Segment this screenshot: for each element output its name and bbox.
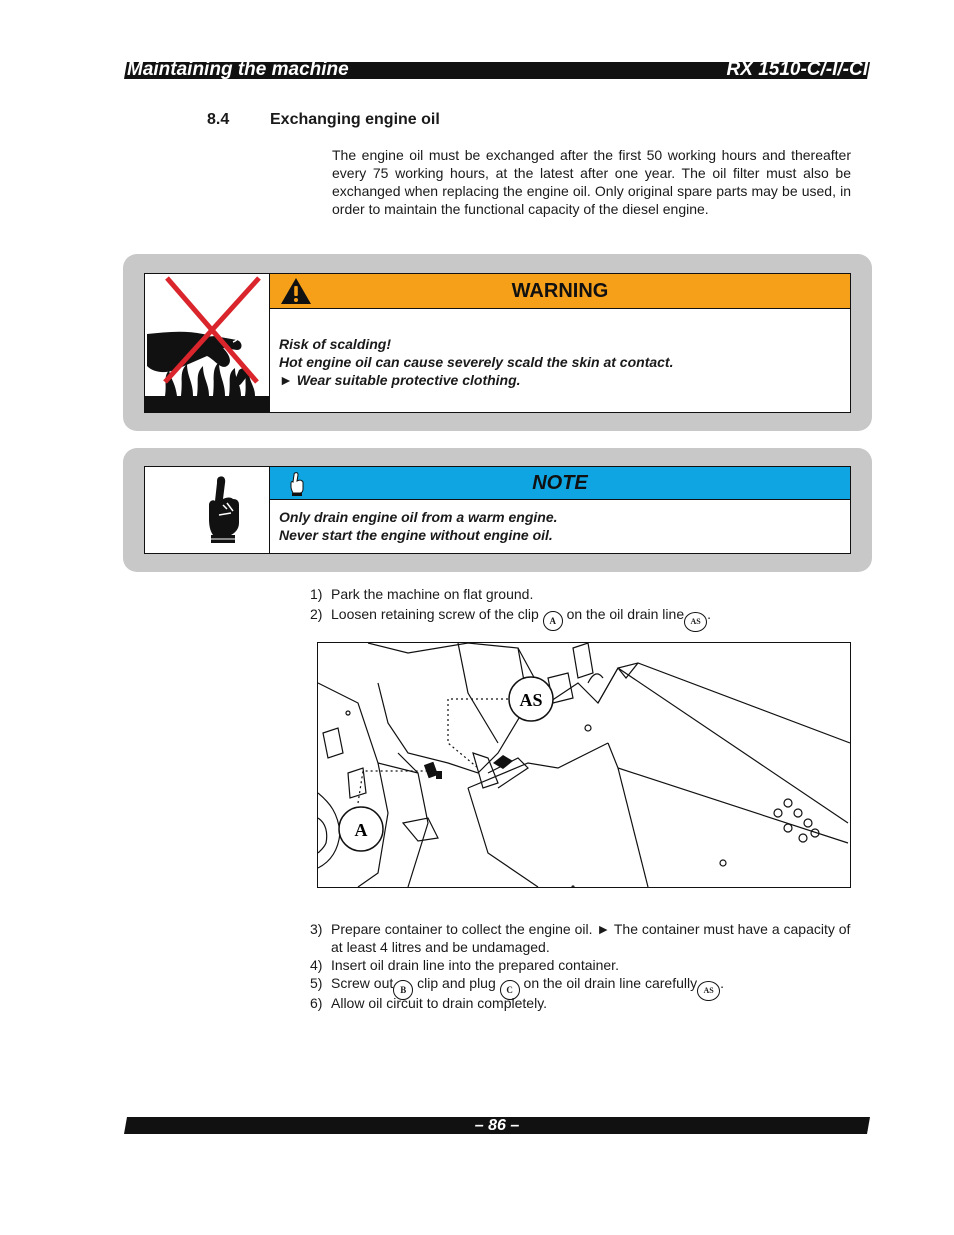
step-text: Prepare container to collect the engine oil. ► The container must have a capacity of at least 4 litres and be undamaged.	[331, 921, 851, 955]
step-text: Screw out	[331, 975, 394, 991]
section-number: 8.4	[207, 111, 230, 128]
step-text-end: .	[720, 975, 724, 991]
step-1	[310, 585, 711, 605]
component-badge-b: B	[393, 980, 413, 1000]
callout-label-as: AS	[519, 690, 543, 710]
warning-title-bar	[269, 273, 851, 309]
component-badge-c: C	[500, 980, 520, 1000]
note-line-1: Only drain engine oil from a warm engine.	[279, 509, 558, 525]
section-title: Exchanging engine oil	[270, 111, 440, 128]
warning-panel	[123, 254, 872, 431]
step-number: 4)	[310, 957, 323, 973]
step-number: 2)	[310, 606, 323, 622]
step-number: 1)	[310, 586, 323, 602]
warning-line-2: Hot engine oil can cause severely scald the skin at contact.	[279, 354, 674, 370]
step-text: on the oil drain line	[566, 606, 685, 622]
step-list-a	[310, 585, 711, 625]
step-5	[310, 974, 852, 994]
component-badge-a: A	[543, 611, 563, 631]
no-touch-hot-surface-icon	[144, 273, 270, 413]
step-number: 3)	[310, 921, 323, 937]
intro-paragraph: The engine oil must be exchanged after the first 50 working hours and thereafter every 75 working hours, at the latest after one year. The oil filter must also be exchanged when replacing the engine oil. Only original spare parts may be used, in order to maintain the functional capacity of the diesel engine.	[332, 147, 851, 217]
warning-line-3	[279, 371, 850, 389]
step-text: Park the machine on flat ground.	[331, 586, 534, 602]
page-number: – 86 –	[474, 1117, 520, 1134]
component-badge-as: AS	[684, 612, 707, 632]
note-line-2: Never start the engine without engine oil.	[279, 527, 553, 543]
oil-drain-line-figure	[317, 642, 851, 888]
step-text: clip and plug	[417, 975, 496, 991]
step-text: Loosen retaining screw of the clip	[331, 606, 539, 622]
note-title-bar	[269, 466, 851, 500]
warning-line-3-text: Wear suitable protective clothing.	[296, 372, 521, 388]
callout-label-a: A	[354, 820, 368, 840]
step-list-b	[310, 920, 852, 1012]
step-text: Allow oil circuit to drain completely.	[331, 995, 548, 1011]
step-number: 6)	[310, 995, 323, 1011]
note-title: NOTE	[532, 472, 588, 494]
header-model-name: RX 1510-C/-I/-CI	[726, 59, 868, 80]
step-3	[310, 920, 852, 956]
step-number: 5)	[310, 975, 323, 991]
step-text: on the oil drain line carefully	[523, 975, 698, 991]
step-6	[310, 994, 852, 1012]
warning-line-1: Risk of scalding!	[279, 336, 392, 352]
warning-title: WARNING	[511, 280, 609, 302]
step-text-end: .	[707, 606, 711, 622]
arrow-icon: ►	[279, 372, 293, 388]
pointing-hand-icon	[144, 466, 270, 554]
note-body	[269, 500, 851, 554]
component-badge-as: AS	[697, 981, 720, 1001]
note-panel	[123, 448, 872, 572]
header-chapter-title: Maintaining the machine	[127, 59, 349, 80]
warning-body	[269, 309, 851, 413]
step-2	[310, 605, 711, 625]
step-4	[310, 956, 852, 974]
step-text: Insert oil drain line into the prepared container.	[331, 957, 619, 973]
